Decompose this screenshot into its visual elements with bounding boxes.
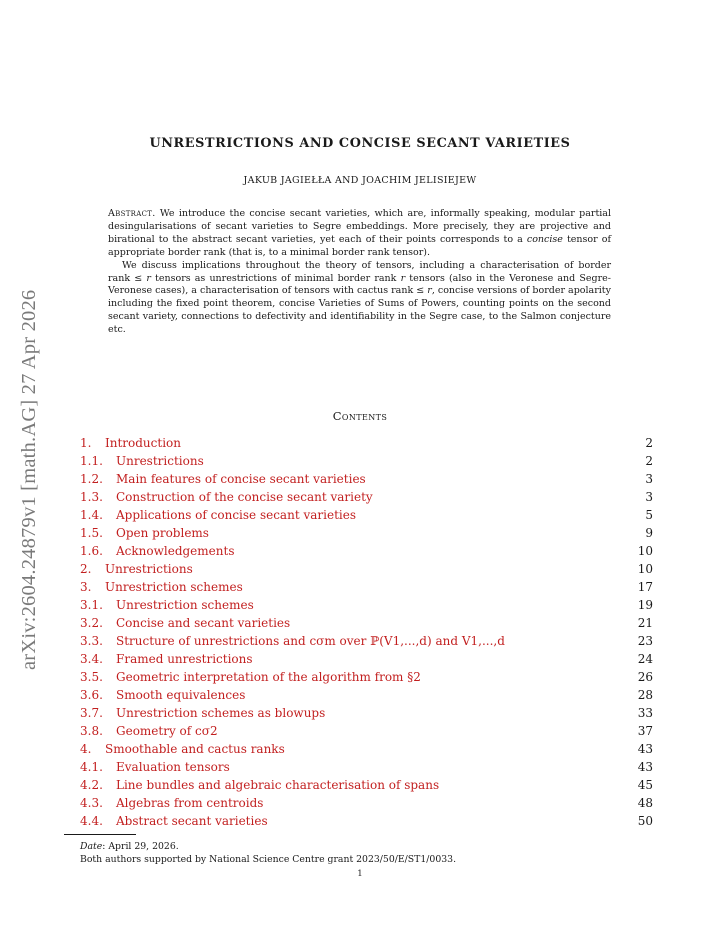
toc-entry[interactable] xyxy=(80,560,653,578)
abstract-text: tensor of appropriate border rank (that is, to a minimal border rank tensor). xyxy=(108,233,611,258)
toc-label: Algebras from centroids xyxy=(116,796,264,810)
toc-link[interactable] xyxy=(80,740,285,758)
toc-entry[interactable] xyxy=(80,542,653,560)
toc-number: 1. xyxy=(80,436,92,450)
toc-page-number: 3 xyxy=(645,472,653,486)
toc-entry[interactable] xyxy=(80,434,653,452)
toc-entry[interactable] xyxy=(80,506,653,524)
toc-page-number: 24 xyxy=(637,652,653,666)
toc-entry[interactable] xyxy=(80,524,653,542)
toc-link[interactable] xyxy=(80,506,356,524)
toc-page-number: 50 xyxy=(637,814,653,828)
toc-page-number: 9 xyxy=(645,526,653,540)
toc-number: 1.1. xyxy=(80,454,103,468)
toc-number: 1.6. xyxy=(80,544,103,558)
toc-label: Unrestrictions xyxy=(105,562,193,576)
abstract-paragraph-2 xyxy=(108,260,611,337)
math-variable: r xyxy=(146,272,151,284)
toc-entry[interactable] xyxy=(80,740,653,758)
toc-label: Unrestriction schemes xyxy=(116,598,254,612)
toc-entry[interactable] xyxy=(80,686,653,704)
math-variable: r xyxy=(400,272,406,284)
toc-page-number: 48 xyxy=(637,796,653,810)
toc-label: Smooth equivalences xyxy=(116,688,246,702)
abstract-text: tensors (also in the Veronese and Segre-Veronese cases), a characterisation of tensors with cactus rank ≤ xyxy=(108,272,611,297)
toc-page-number: 21 xyxy=(637,616,653,630)
toc-entry[interactable] xyxy=(80,470,653,488)
toc-page-number: 28 xyxy=(637,688,653,702)
toc-label: Geometric interpretation of the algorithm from §2 xyxy=(116,670,421,684)
toc-label: Acknowledgements xyxy=(116,544,235,558)
toc-entry[interactable] xyxy=(80,722,653,740)
toc-link[interactable] xyxy=(80,488,373,506)
toc-page-number: 43 xyxy=(637,760,653,774)
toc-entry[interactable] xyxy=(80,452,653,470)
toc-number: 3.4. xyxy=(80,652,103,666)
abstract-text: We introduce the concise secant varieties, which are, informally speaking, modular partial desingularisations of secant varieties to Segre embeddings. More precisely, they are projective and birational to the abstract secant varieties, yet each of their points corresponds to a xyxy=(108,208,611,245)
toc-number: 3.7. xyxy=(80,706,103,720)
toc-entry[interactable] xyxy=(80,758,653,776)
toc-link[interactable] xyxy=(80,452,204,470)
toc-link[interactable] xyxy=(80,776,439,794)
toc-number: 1.3. xyxy=(80,490,103,504)
abstract-text: We discuss implications throughout the theory of tensors, including a characterisation of border rank ≤ xyxy=(108,259,611,284)
toc-number: 1.5. xyxy=(80,526,103,540)
toc-number: 4.1. xyxy=(80,760,103,774)
abstract xyxy=(108,208,611,337)
toc-page-number: 3 xyxy=(645,490,653,504)
toc-number: 3.2. xyxy=(80,616,103,630)
toc-page-number: 43 xyxy=(637,742,653,756)
toc-link[interactable] xyxy=(80,542,234,560)
contents-heading: Contents xyxy=(332,409,388,423)
toc-link[interactable] xyxy=(80,434,181,452)
toc-link[interactable] xyxy=(80,758,230,776)
toc-link[interactable] xyxy=(80,596,254,614)
toc-page-number: 37 xyxy=(637,724,653,738)
toc-entry[interactable] xyxy=(80,668,653,686)
toc-label: Smoothable and cactus ranks xyxy=(105,742,285,756)
toc-entry[interactable] xyxy=(80,578,653,596)
toc-entry[interactable] xyxy=(80,632,653,650)
toc-entry[interactable] xyxy=(80,704,653,722)
footnote-rule xyxy=(64,834,136,835)
toc-label: Line bundles and algebraic characterisation of spans xyxy=(116,778,440,792)
toc-page-number: 10 xyxy=(637,544,653,558)
toc-label: Introduction xyxy=(105,436,181,450)
toc-link[interactable] xyxy=(80,470,366,488)
table-of-contents xyxy=(80,434,653,830)
toc-label: Unrestrictions xyxy=(116,454,204,468)
toc-entry[interactable] xyxy=(80,776,653,794)
toc-page-number: 33 xyxy=(637,706,653,720)
footnote xyxy=(80,840,456,866)
toc-label: Structure of unrestrictions and cσm over ℙ(V1,...,d) and V1,...,d xyxy=(116,634,505,648)
toc-link[interactable] xyxy=(80,722,218,740)
page-number: 1 xyxy=(357,869,363,879)
paper-title: UNRESTRICTIONS AND CONCISE SECANT VARIETIES xyxy=(149,136,571,151)
toc-number: 4.2. xyxy=(80,778,103,792)
toc-number: 1.4. xyxy=(80,508,103,522)
toc-page-number: 10 xyxy=(637,562,653,576)
toc-entry[interactable] xyxy=(80,488,653,506)
toc-link[interactable] xyxy=(80,812,268,830)
arxiv-identifier: arXiv:2604.24879v1 [math.AG] 27 Apr 2026 xyxy=(18,289,40,670)
toc-label: Concise and secant varieties xyxy=(116,616,291,630)
abstract-text: , concise versions of border apolarity including the fixed point theorem, concise Varieties of Sums of Powers, counting points on the second secant variety, connections to defectivity and identifiability in the Segre case, to the Salmon conjecture etc. xyxy=(108,285,611,336)
toc-page-number: 5 xyxy=(645,508,653,522)
math-variable: r xyxy=(427,285,432,297)
toc-entry[interactable] xyxy=(80,812,653,830)
toc-link[interactable] xyxy=(80,704,325,722)
toc-link[interactable] xyxy=(80,524,209,542)
toc-label: Main features of concise secant varieties xyxy=(116,472,366,486)
toc-entry[interactable] xyxy=(80,650,653,668)
toc-page-number: 26 xyxy=(637,670,653,684)
toc-link[interactable] xyxy=(80,650,253,668)
paper-authors: JAKUB JAGIEŁŁA AND JOACHIM JELISIEJEW xyxy=(243,175,477,186)
toc-entry[interactable] xyxy=(80,794,653,812)
toc-number: 3.1. xyxy=(80,598,103,612)
toc-label: Unrestriction schemes xyxy=(105,580,243,594)
footnote-date-value: : April 29, 2026. xyxy=(102,841,179,852)
toc-link[interactable] xyxy=(80,614,290,632)
footnote-date-label: Date xyxy=(80,841,103,852)
toc-page-number: 23 xyxy=(637,634,653,648)
toc-link[interactable] xyxy=(80,578,243,596)
toc-label: Framed unrestrictions xyxy=(116,652,253,666)
toc-number: 3. xyxy=(80,580,92,594)
toc-link[interactable] xyxy=(80,668,421,686)
toc-number: 3.6. xyxy=(80,688,103,702)
toc-page-number: 2 xyxy=(645,436,653,450)
toc-page-number: 2 xyxy=(645,454,653,468)
toc-number: 4. xyxy=(80,742,92,756)
toc-link[interactable] xyxy=(80,560,193,578)
toc-number: 3.5. xyxy=(80,670,103,684)
abstract-emphasis: concise xyxy=(526,233,563,245)
toc-entry[interactable] xyxy=(80,596,653,614)
toc-page-number: 45 xyxy=(637,778,653,792)
toc-link[interactable] xyxy=(80,686,245,704)
toc-label: Open problems xyxy=(116,526,209,540)
toc-label: Construction of the concise secant variety xyxy=(116,490,373,504)
abstract-paragraph-1 xyxy=(108,208,611,260)
toc-number: 4.3. xyxy=(80,796,103,810)
toc-number: 4.4. xyxy=(80,814,103,828)
toc-link[interactable] xyxy=(80,632,505,650)
abstract-label: Abstract. xyxy=(108,208,156,219)
toc-entry[interactable] xyxy=(80,614,653,632)
abstract-text: tensors as unrestrictions of minimal border rank xyxy=(150,272,401,284)
toc-page-number: 17 xyxy=(637,580,653,594)
footnote-date xyxy=(80,840,456,853)
toc-label: Unrestriction schemes as blowups xyxy=(116,706,326,720)
toc-label: Applications of concise secant varieties xyxy=(116,508,356,522)
toc-label: Abstract secant varieties xyxy=(116,814,268,828)
toc-label: Geometry of cσ2 xyxy=(116,724,218,738)
toc-label: Evaluation tensors xyxy=(116,760,230,774)
toc-number: 1.2. xyxy=(80,472,103,486)
footnote-support: Both authors supported by National Science Centre grant 2023/50/E/ST1/0033. xyxy=(80,854,457,865)
toc-number: 2. xyxy=(80,562,92,576)
toc-number: 3.3. xyxy=(80,634,103,648)
toc-page-number: 19 xyxy=(637,598,653,612)
toc-link[interactable] xyxy=(80,794,263,812)
toc-number: 3.8. xyxy=(80,724,103,738)
